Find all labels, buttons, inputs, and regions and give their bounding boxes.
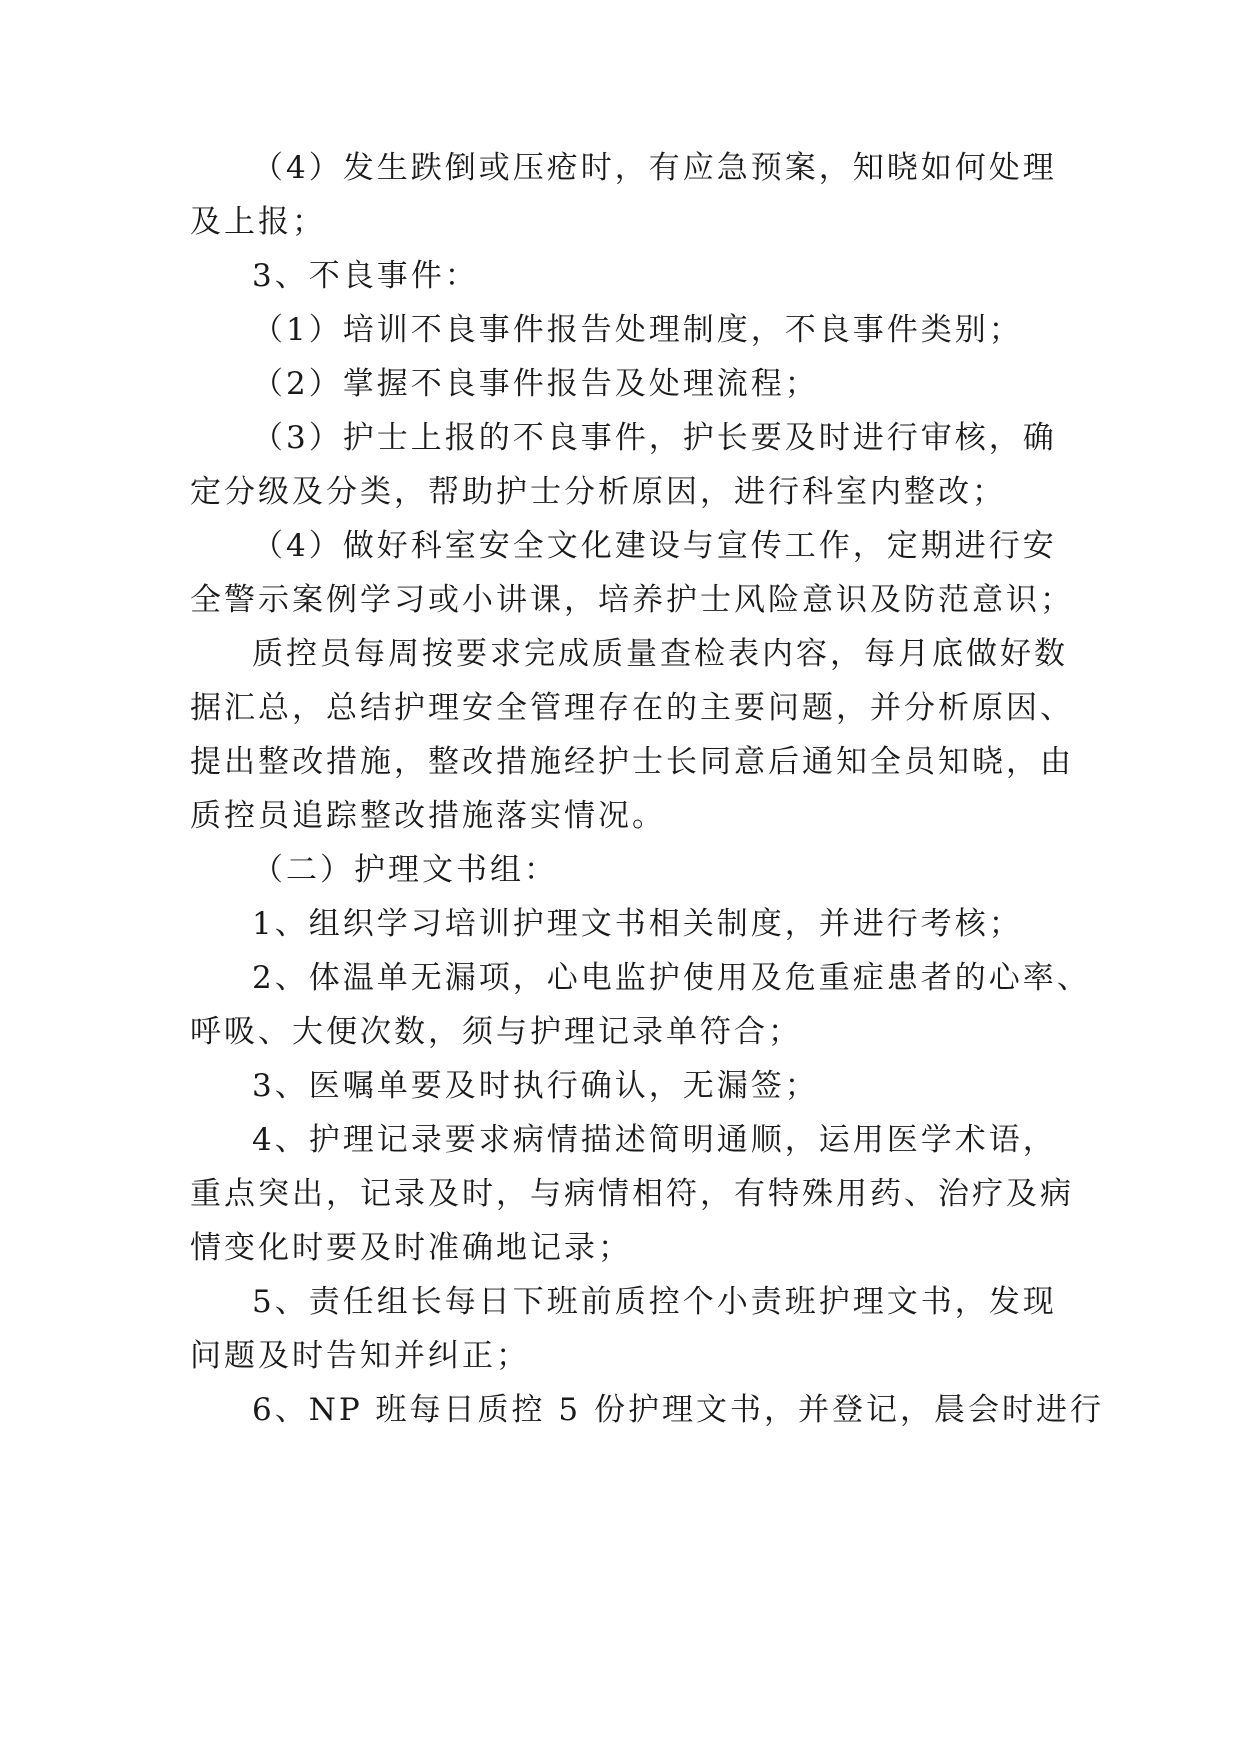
- paragraph-line: （4）发生跌倒或压疮时，有应急预案，知晓如何处理: [252, 150, 1057, 186]
- section-heading: 3、不良事件：: [252, 258, 479, 294]
- paragraph-line: 据汇总，总结护理安全管理存在的主要问题，并分析原因、: [190, 690, 1074, 726]
- paragraph-line: 质控员每周按要求完成质量查检表内容，每月底做好数: [252, 636, 1068, 672]
- list-item: （3）护士上报的不良事件，护长要及时进行审核，确: [252, 420, 1057, 456]
- paragraph-line: 全警示案例学习或小讲课，培养护士风险意识及防范意识；: [190, 582, 1074, 618]
- paragraph-line: 呼吸、大便次数，须与护理记录单符合；: [190, 1014, 802, 1050]
- list-item: 3、医嘱单要及时执行确认，无漏签；: [252, 1068, 819, 1104]
- list-item: 2、体温单无漏项，心电监护使用及危重症患者的心率、: [252, 960, 1091, 996]
- paragraph-line: 重点突出，记录及时，与病情相符，有特殊用药、治疗及病: [190, 1176, 1074, 1212]
- section-heading: （二）护理文书组：: [252, 852, 558, 888]
- list-item: 4、护理记录要求病情描述简明通顺，运用医学术语，: [252, 1122, 1057, 1158]
- list-item: （2）掌握不良事件报告及处理流程；: [252, 366, 819, 402]
- paragraph-line: 及上报；: [190, 204, 326, 240]
- list-item: 1、组织学习培训护理文书相关制度，并进行考核；: [252, 906, 1023, 942]
- list-item: 5、责任组长每日下班前质控个小责班护理文书，发现: [252, 1284, 1057, 1320]
- paragraph-line: 问题及时告知并纠正；: [190, 1338, 530, 1374]
- list-item: （1）培训不良事件报告处理制度，不良事件类别；: [252, 312, 1023, 348]
- paragraph-line: 情变化时要及时准确地记录；: [190, 1230, 632, 1266]
- list-item: 6、NP 班每日质控 5 份护理文书，并登记，晨会时进行: [252, 1392, 1104, 1428]
- paragraph-line: 提出整改措施，整改措施经护士长同意后通知全员知晓，由: [190, 744, 1074, 780]
- paragraph-line: 定分级及分类，帮助护士分析原因，进行科室内整改；: [190, 474, 1006, 510]
- list-item: （4）做好科室安全文化建设与宣传工作，定期进行安: [252, 528, 1057, 564]
- paragraph-line: 质控员追踪整改措施落实情况。: [190, 798, 666, 834]
